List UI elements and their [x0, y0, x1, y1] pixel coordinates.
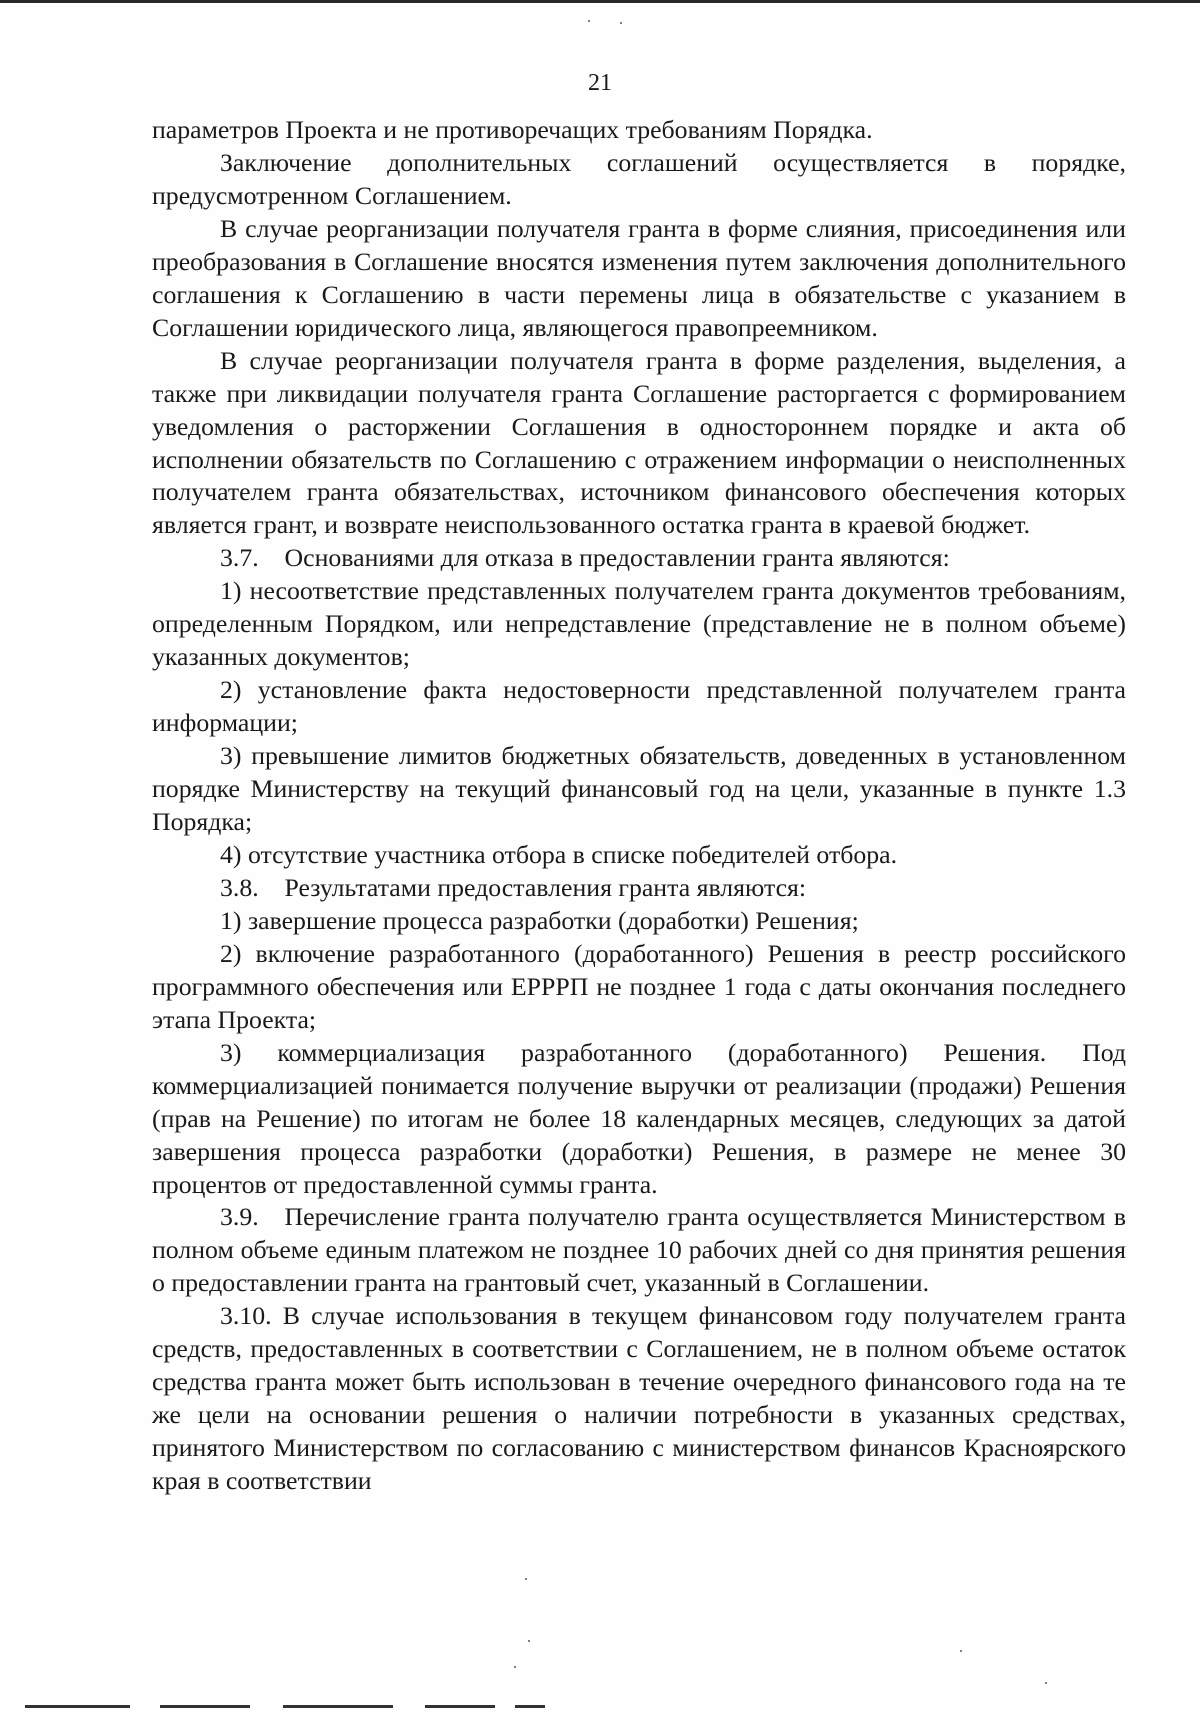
page-number: 21: [588, 70, 612, 96]
paragraph: 3) коммерциализация разработанного (доработанного) Решения. Под коммерциализацией понимается получение выручки от реализации (продажи) Решения (прав на Решение) по итогам не более 18 календарных месяцев, следующих за датой завершения процесса разработки (доработки) Решения, в размере не менее 30 процентов от предоставленной суммы гранта.: [152, 1037, 1126, 1199]
scan-speck: [528, 1640, 530, 1642]
scan-speck: [525, 1578, 527, 1580]
paragraph: 1) завершение процесса разработки (доработки) Решения;: [220, 905, 859, 935]
paragraph: 1) несоответствие представленных получателем гранта документов требованиям, определенным Порядком, или непредставление (представление не в полном объеме) указанных документов;: [152, 576, 1126, 672]
scan-speck: [588, 20, 590, 22]
paragraph: 3.8. Результатами предоставления гранта являются:: [220, 872, 807, 902]
scan-speck: [1045, 1682, 1047, 1684]
scan-bottom-edge: [25, 1705, 545, 1709]
paragraph: 2) включение разработанного (доработанного) Решения в реестр российского программного обеспечения или ЕРРРП не позднее 1 года с даты окончания последнего этапа Проекта;: [152, 938, 1126, 1034]
paragraph: 2) установление факта недостоверности представленной получателем гранта информации;: [152, 675, 1126, 738]
paragraph: 3.10. В случае использования в текущем финансовом году получателем гранта средств, предоставленных в соответствии с Соглашением, не в полном объеме остаток средства гранта может быть использован в течение очередного финансового года на те же цели на основании решения о наличии потребности в указанных средствах, принятого Министерством по согласованию с министерством финансов Красноярского края в соответствии: [152, 1301, 1126, 1496]
scan-top-edge: [0, 0, 1200, 3]
paragraph: В случае реорганизации получателя гранта в форме слияния, присоединения или преобразования в Соглашение вносятся изменения путем заключения дополнительного соглашения к Соглашению в части перемены лица в обязательстве с указанием в Соглашении юридического лица, являющегося правопреемником.: [152, 213, 1126, 342]
scan-speck: [960, 1650, 962, 1652]
scan-speck: [620, 22, 622, 24]
paragraph: 3.7. Основаниями для отказа в предоставлении гранта являются:: [220, 543, 950, 573]
document-body: [152, 114, 1126, 1498]
paragraph: 3) превышение лимитов бюджетных обязательств, доведенных в установленном порядке Министерству на текущий финансовый год на цели, указанные в пункте 1.3 Порядка;: [152, 741, 1126, 837]
paragraph: параметров Проекта и не противоречащих требованиям Порядка.: [152, 115, 873, 144]
paragraph: В случае реорганизации получателя гранта в форме разделения, выделения, а также при ликвидации получателя гранта Соглашение расторгается с формированием уведомления о расторжении Соглашения в одностороннем порядке и акта об исполнении обязательств по Соглашению с отражением информации о неисполненных получателем гранта обязательствах, источником финансового обеспечения которых является грант, и возврате неиспользованного остатка гранта в краевой бюджет.: [152, 345, 1126, 540]
paragraph: 4) отсутствие участника отбора в списке победителей отбора.: [220, 839, 898, 869]
paragraph: Заключение дополнительных соглашений осуществляется в порядке, предусмотренном Соглашением.: [152, 147, 1126, 210]
paragraph: 3.9. Перечисление гранта получателю гранта осуществляется Министерством в полном объеме единым платежом не позднее 10 рабочих дней со дня принятия решения о предоставлении гранта на грантовый счет, указанный в Соглашении.: [152, 1202, 1126, 1298]
scan-speck: [514, 1666, 516, 1668]
